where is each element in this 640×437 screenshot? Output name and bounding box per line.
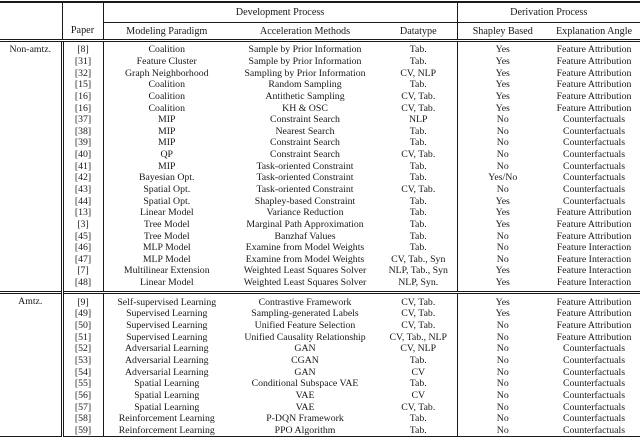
cell-acceleration-methods: Constraint Search: [270, 149, 340, 161]
table-row: [0, 390, 640, 402]
cell-acceleration-methods: CGAN: [291, 354, 319, 366]
header-row-columns: [0, 23, 640, 41]
cell-modeling-paradigm: Supervised Learning: [103, 320, 230, 332]
cell-modeling-paradigm: Feature Cluster: [103, 56, 230, 68]
table-row: [0, 413, 640, 425]
cell-modeling-paradigm: Spatial Learning: [103, 390, 230, 402]
cell-acceleration-methods: Weighted Least Squares Solver: [243, 277, 367, 289]
column-header-datatype: Datatype: [380, 23, 457, 41]
table-row: [0, 277, 640, 293]
table-row: [0, 219, 640, 231]
table-row: [0, 320, 640, 332]
cell-shapley-based: No: [457, 184, 548, 196]
cell-modeling-paradigm: Multilinear Extension: [103, 265, 230, 277]
table-row: [0, 254, 640, 266]
table-row: [0, 355, 640, 367]
development-process-header: Development Process: [103, 2, 457, 23]
cell-explanation-angle: Feature Attribution: [556, 55, 632, 67]
derivation-process-header: Derivation Process: [457, 2, 640, 23]
cell-acceleration-methods: Weighted Least Squares Solver: [243, 265, 367, 277]
cell-explanation-angle: Counterfactuals: [562, 114, 626, 126]
table-row: [0, 137, 640, 149]
cell-paper: [7]: [62, 265, 103, 277]
cell-modeling-paradigm: MIP: [103, 160, 230, 172]
cell-paper: [16]: [62, 102, 103, 114]
cell-paper: [13]: [62, 207, 103, 219]
table-row: [0, 91, 640, 103]
cell-datatype: CV, Tab., NLP: [389, 331, 447, 343]
cell-paper: [9]: [62, 293, 103, 308]
cell-explanation-angle: Counterfactuals: [562, 401, 626, 413]
cell-shapley-based: No: [457, 343, 548, 355]
cell-acceleration-methods: Sampling by Prior Information: [244, 67, 366, 79]
cell-shapley-based: Yes: [457, 67, 548, 79]
cell-acceleration-methods: Examine from Model Weights: [245, 242, 365, 254]
cell-datatype: NLP: [408, 114, 428, 126]
cell-shapley-based: No: [457, 320, 548, 332]
cell-explanation-angle: Feature Attribution: [556, 308, 632, 320]
cell-datatype: Tab.: [409, 207, 427, 219]
paper-page: [0, 1, 640, 437]
table-body: [0, 41, 640, 437]
cell-datatype: CV, Tab.: [401, 320, 436, 332]
cell-shapley-based: No: [457, 125, 548, 137]
table-row: [0, 79, 640, 91]
cell-explanation-angle: Counterfactuals: [562, 195, 626, 207]
cell-shapley-based: No: [457, 401, 548, 413]
cell-acceleration-methods: Task-oriented Constraint: [256, 160, 354, 172]
cell-modeling-paradigm: Coalition: [103, 41, 230, 56]
cell-shapley-based: Yes/No: [457, 172, 548, 184]
cell-acceleration-methods: P-DQN Framework: [266, 413, 344, 425]
cell-acceleration-methods: Conditional Subspace VAE: [251, 378, 359, 390]
cell-shapley-based: No: [457, 137, 548, 149]
cell-paper: [47]: [62, 254, 103, 266]
cell-paper: [45]: [62, 230, 103, 242]
cell-paper: [49]: [62, 308, 103, 320]
column-header-modeling-paradigm: Modeling Paradigm: [103, 23, 230, 41]
cell-explanation-angle: Feature Interaction: [556, 242, 632, 254]
table-row: [0, 343, 640, 355]
cell-paper: [48]: [62, 277, 103, 293]
cell-modeling-paradigm: Self-supervised Learning: [103, 293, 230, 308]
section-label: Amtz.: [0, 293, 62, 437]
cell-shapley-based: Yes: [457, 56, 548, 68]
cell-paper: [31]: [62, 56, 103, 68]
cell-explanation-angle: Feature Attribution: [556, 207, 632, 219]
header-spacer-paper: [62, 2, 103, 23]
cell-explanation-angle: Feature Attribution: [556, 230, 632, 242]
cell-explanation-angle: Feature Attribution: [556, 102, 632, 114]
table-row: [0, 102, 640, 114]
cell-datatype: CV, Tab.: [401, 184, 436, 195]
cell-paper: [3]: [62, 219, 103, 231]
cell-explanation-angle: Counterfactuals: [562, 343, 626, 355]
cell-datatype: CV, Tab.: [401, 308, 436, 320]
table-row: [0, 230, 640, 242]
cell-acceleration-methods: Sampling-generated Labels: [251, 308, 359, 320]
cell-acceleration-methods: GAN: [294, 343, 316, 355]
cell-datatype: CV: [411, 366, 426, 378]
cell-explanation-angle: Counterfactuals: [562, 125, 626, 137]
table-row: [0, 67, 640, 79]
cell-paper: [42]: [62, 172, 103, 184]
cell-explanation-angle: Feature Interaction: [556, 277, 632, 289]
cell-shapley-based: Yes: [457, 102, 548, 114]
cell-datatype: Tab.: [409, 125, 427, 137]
cell-explanation-angle: Feature Attribution: [556, 218, 632, 230]
cell-acceleration-methods: Task-oriented Constraint: [256, 184, 354, 195]
header-row-groups: [0, 2, 640, 23]
cell-modeling-paradigm: Spatial Learning: [103, 401, 230, 413]
cell-modeling-paradigm: Tree Model: [103, 219, 230, 231]
column-header-shapley-based: Shapley Based: [457, 23, 548, 41]
table-row: [0, 125, 640, 137]
cell-datatype: CV, Tab.: [401, 149, 436, 161]
cell-datatype: Tab.: [409, 44, 427, 56]
table-row: [0, 265, 640, 277]
cell-paper: [46]: [62, 242, 103, 254]
cell-paper: [57]: [62, 401, 103, 413]
column-header-acceleration-methods: Acceleration Methods: [230, 23, 380, 41]
cell-shapley-based: Yes: [457, 219, 548, 231]
cell-datatype: CV, NLP: [400, 343, 437, 355]
cell-shapley-based: No: [457, 149, 548, 161]
cell-datatype: CV, Tab.: [380, 293, 457, 308]
table-row: [0, 56, 640, 68]
cell-datatype: Tab.: [409, 242, 427, 254]
cell-shapley-based: Yes: [457, 293, 548, 308]
cell-datatype: Tab.: [409, 195, 427, 207]
cell-explanation-angle: Feature Attribution: [548, 293, 640, 308]
table-row: [0, 172, 640, 184]
section-label: Non-amtz.: [9, 44, 52, 55]
cell-acceleration-methods: Contrastive Framework: [230, 293, 380, 308]
cell-acceleration-methods: GAN: [294, 366, 316, 378]
cell-datatype: Tab.: [409, 230, 427, 242]
table-row: [0, 160, 640, 172]
cell-shapley-based: Yes: [457, 207, 548, 219]
cell-datatype: Tab.: [409, 354, 427, 366]
cell-explanation-angle: Counterfactuals: [562, 389, 626, 401]
cell-modeling-paradigm: MIP: [103, 125, 230, 137]
cell-datatype: Tab.: [409, 424, 427, 436]
table-row: [0, 184, 640, 196]
cell-explanation-angle: Counterfactuals: [562, 378, 626, 390]
cell-datatype: Tab.: [409, 79, 427, 91]
cell-acceleration-methods: Banzhaf Values: [274, 230, 336, 242]
cell-modeling-paradigm: Tree Model: [103, 230, 230, 242]
table-row: [0, 366, 640, 378]
cell-datatype: Tab.: [409, 160, 427, 172]
cell-shapley-based: No: [457, 114, 548, 126]
cell-paper: [40]: [62, 149, 103, 161]
table-row: [0, 114, 640, 126]
cell-acceleration-methods: Antithetic Sampling: [265, 90, 345, 102]
cell-explanation-angle: Counterfactuals: [562, 354, 626, 366]
cell-explanation-angle: Feature Attribution: [556, 320, 632, 332]
cell-datatype: NLP, Syn.: [398, 277, 439, 289]
cell-paper: [15]: [62, 79, 103, 91]
cell-shapley-based: Yes: [457, 79, 548, 91]
cell-shapley-based: No: [457, 331, 548, 343]
cell-paper: [44]: [62, 195, 103, 207]
table-row: [0, 242, 640, 254]
cell-shapley-based: No: [457, 355, 548, 367]
cell-explanation-angle: Feature Attribution: [556, 90, 632, 102]
table-row: [0, 401, 640, 413]
cell-datatype: Tab.: [409, 218, 427, 230]
cell-explanation-angle: Feature Attribution: [556, 44, 632, 56]
cell-paper: [52]: [62, 343, 103, 355]
cell-datatype: Tab.: [409, 137, 427, 149]
cell-paper: [59]: [62, 425, 103, 437]
cell-shapley-based: No: [457, 378, 548, 390]
cell-datatype: CV, Tab.: [401, 401, 436, 413]
cell-explanation-angle: Feature Attribution: [556, 79, 632, 91]
cell-modeling-paradigm: Coalition: [103, 91, 230, 103]
cell-datatype: Tab.: [409, 378, 427, 390]
cell-modeling-paradigm: Supervised Learning: [103, 331, 230, 343]
cell-paper: [41]: [62, 160, 103, 172]
cell-modeling-paradigm: Supervised Learning: [103, 308, 230, 320]
cell-shapley-based: Yes: [457, 41, 548, 56]
cell-explanation-angle: Feature Interaction: [556, 265, 632, 277]
cell-paper: [56]: [62, 390, 103, 402]
cell-acceleration-methods: VAE: [295, 401, 315, 413]
cell-modeling-paradigm: Spatial Opt.: [103, 195, 230, 207]
cell-modeling-paradigm: QP: [103, 149, 230, 161]
cell-modeling-paradigm: Coalition: [103, 102, 230, 114]
cell-shapley-based: No: [457, 366, 548, 378]
cell-acceleration-methods: Shapley-based Constraint: [254, 195, 356, 207]
cell-shapley-based: Yes: [457, 265, 548, 277]
cell-datatype: CV, NLP: [400, 67, 437, 79]
cell-shapley-based: Yes: [457, 308, 548, 320]
cell-modeling-paradigm: Adversarial Learning: [103, 366, 230, 378]
cell-acceleration-methods: PPO Algorithm: [274, 424, 336, 436]
cell-paper: [53]: [62, 355, 103, 367]
cell-modeling-paradigm: MLP Model: [103, 254, 230, 266]
table-row: [0, 207, 640, 219]
cell-acceleration-methods: Examine from Model Weights: [245, 253, 365, 265]
cell-acceleration-methods: Unified Causality Relationship: [244, 331, 366, 343]
cell-acceleration-methods: Nearest Search: [275, 125, 335, 137]
cell-paper: [43]: [62, 184, 103, 196]
cell-datatype: Tab.: [409, 172, 427, 184]
table-row: [0, 41, 640, 56]
cell-shapley-based: Yes: [457, 195, 548, 207]
cell-shapley-based: No: [457, 230, 548, 242]
cell-datatype: Tab.: [409, 55, 427, 67]
cell-paper: [54]: [62, 366, 103, 378]
cell-explanation-angle: Feature Attribution: [556, 67, 632, 79]
cell-datatype: Tab.: [409, 413, 427, 425]
table-row: [0, 308, 640, 320]
table-row: [0, 331, 640, 343]
cell-modeling-paradigm: Spatial Learning: [103, 378, 230, 390]
cell-paper: [37]: [62, 114, 103, 126]
cell-modeling-paradigm: Linear Model: [103, 207, 230, 219]
cell-datatype: CV: [411, 389, 426, 401]
cell-shapley-based: No: [457, 242, 548, 254]
cell-paper: [32]: [62, 67, 103, 79]
column-header-explanation-angle: Explanation Angle: [548, 23, 640, 41]
cell-explanation-angle: Counterfactuals: [562, 137, 626, 149]
cell-modeling-paradigm: Coalition: [103, 79, 230, 91]
header-spacer-group: [0, 2, 62, 23]
cell-acceleration-methods: Constraint Search: [270, 114, 340, 126]
cell-explanation-angle: Counterfactuals: [562, 149, 626, 161]
table-row: [0, 293, 640, 308]
column-header-spacer: [0, 23, 62, 41]
cell-modeling-paradigm: Adversarial Learning: [103, 355, 230, 367]
cell-explanation-angle: Counterfactuals: [562, 184, 626, 195]
cell-paper: [16]: [62, 91, 103, 103]
cell-acceleration-methods: VAE: [295, 389, 315, 401]
cell-shapley-based: No: [457, 160, 548, 172]
table-row: [0, 195, 640, 207]
cell-acceleration-methods: Unified Feature Selection: [254, 320, 356, 332]
cell-datatype: CV, Tab.: [401, 90, 436, 102]
cell-shapley-based: Yes: [457, 91, 548, 103]
cell-datatype: NLP, Tab., Syn: [388, 265, 448, 277]
survey-table: [0, 1, 640, 437]
cell-modeling-paradigm: MIP: [103, 137, 230, 149]
table-row: [0, 378, 640, 390]
table-header: [0, 2, 640, 41]
cell-acceleration-methods: Constraint Search: [270, 137, 340, 149]
cell-explanation-angle: Counterfactuals: [562, 172, 626, 184]
cell-acceleration-methods: Variance Reduction: [266, 207, 344, 219]
cell-modeling-paradigm: Graph Neighborhood: [103, 67, 230, 79]
cell-acceleration-methods: Marginal Path Approximation: [246, 218, 364, 230]
cell-shapley-based: No: [457, 425, 548, 437]
cell-shapley-based: Yes: [457, 277, 548, 293]
cell-modeling-paradigm: Linear Model: [103, 277, 230, 293]
cell-modeling-paradigm: MIP: [103, 114, 230, 126]
cell-acceleration-methods: Random Sampling: [268, 79, 342, 91]
cell-shapley-based: No: [457, 254, 548, 266]
table-row: [0, 425, 640, 437]
cell-acceleration-methods: Sample by Prior Information: [248, 44, 362, 56]
cell-acceleration-methods: KH & OSC: [282, 102, 328, 114]
cell-explanation-angle: Counterfactuals: [562, 160, 626, 172]
cell-modeling-paradigm: Reinforcement Learning: [103, 425, 230, 437]
cell-paper: [51]: [62, 331, 103, 343]
cell-explanation-angle: Counterfactuals: [562, 424, 626, 436]
cell-acceleration-methods: Task-oriented Constraint: [256, 172, 354, 184]
table-row: [0, 149, 640, 161]
cell-modeling-paradigm: Reinforcement Learning: [103, 413, 230, 425]
cell-paper: [38]: [62, 125, 103, 137]
cell-paper: [58]: [62, 413, 103, 425]
cell-acceleration-methods: Sample by Prior Information: [248, 55, 362, 67]
cell-modeling-paradigm: MLP Model: [103, 242, 230, 254]
cell-paper: [8]: [62, 41, 103, 56]
cell-shapley-based: No: [457, 413, 548, 425]
cell-datatype: CV, Tab., Syn: [391, 253, 446, 265]
column-header-paper: Paper: [62, 23, 103, 41]
cell-explanation-angle: Counterfactuals: [562, 366, 626, 378]
cell-modeling-paradigm: Spatial Opt.: [103, 184, 230, 196]
cell-modeling-paradigm: Adversarial Learning: [103, 343, 230, 355]
cell-modeling-paradigm: Bayesian Opt.: [103, 172, 230, 184]
cell-explanation-angle: Feature Interaction: [556, 253, 632, 265]
cell-datatype: CV, Tab.: [401, 102, 436, 114]
cell-explanation-angle: Counterfactuals: [562, 413, 626, 425]
cell-explanation-angle: Feature Attribution: [556, 331, 632, 343]
cell-paper: [55]: [62, 378, 103, 390]
cell-paper: [50]: [62, 320, 103, 332]
cell-shapley-based: No: [457, 390, 548, 402]
cell-paper: [39]: [62, 137, 103, 149]
